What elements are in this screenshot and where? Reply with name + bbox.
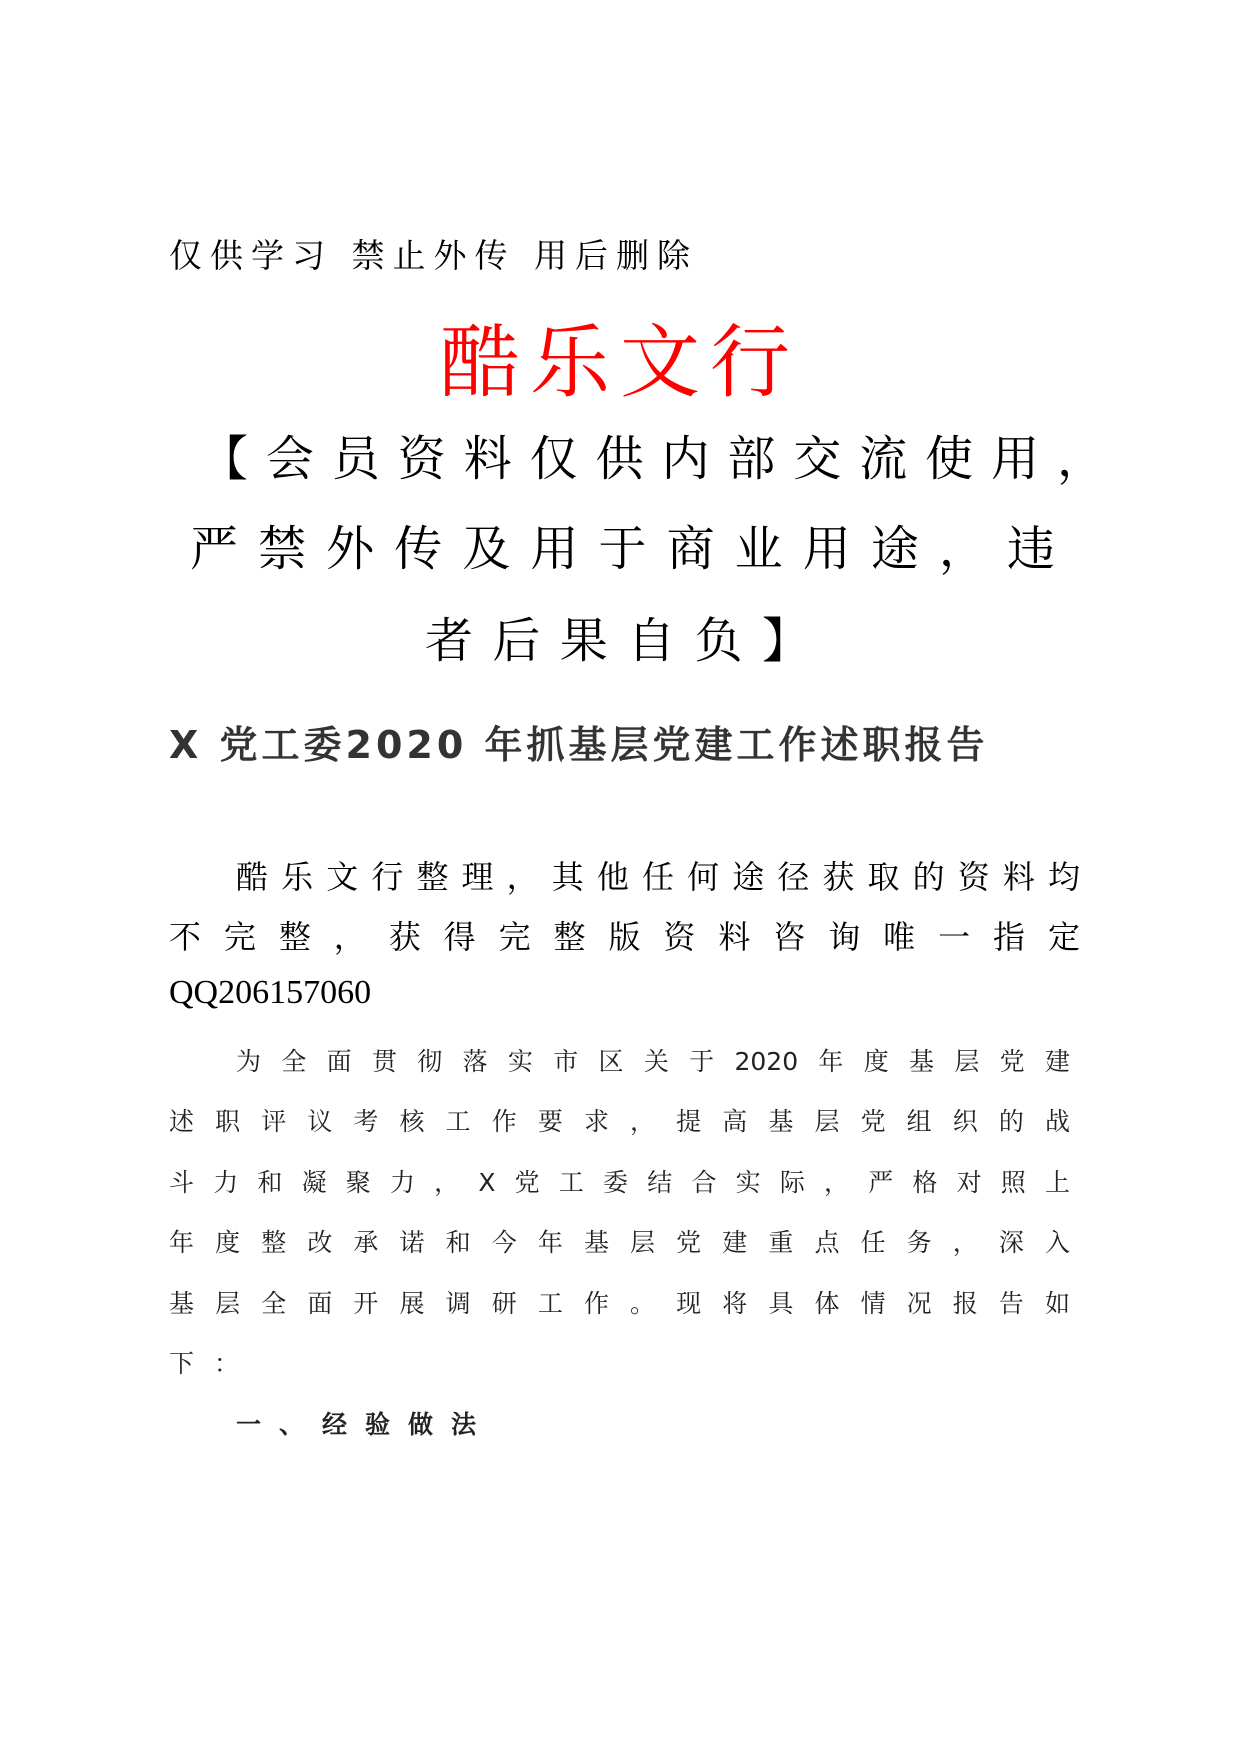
body-line-5: 基层全面开展调研工作。现将具体情况报告如: [169, 1289, 1070, 1318]
warning-line-1: 【会员资料仅供内部交流使用，: [200, 431, 1105, 487]
warning-line-2: 严禁外传及用于商业用途，违: [190, 521, 1055, 577]
warning-line-3: 者后果自负】: [425, 613, 810, 669]
body-line-1: 为全面贯彻落实市区关于2020年度基层党建: [236, 1047, 1070, 1076]
usage-notice: 仅供学习 禁止外传 用后删除: [169, 236, 698, 275]
body-line-4: 年度整改承诺和今年基层党建重点任务，深入: [169, 1228, 1070, 1257]
intro-line-2: 不完整，获得完整版资料咨询唯一指定: [169, 918, 1080, 956]
brand-title: 酷乐文行: [440, 316, 800, 409]
intro-line-1: 酷乐文行整理，其他任何途径获取的资料均: [236, 858, 1080, 896]
body-line-3: 斗力和凝聚力，X党工委结合实际，严格对照上: [169, 1168, 1070, 1197]
body-line-6: 下：: [169, 1349, 260, 1378]
document-title: X 党工委2020 年抓基层党建工作述职报告: [169, 723, 989, 767]
body-line-2: 述职评议考核工作要求，提高基层党组织的战: [169, 1107, 1070, 1136]
section-heading: 一、经验做法: [236, 1410, 495, 1439]
intro-line-3: QQ206157060: [169, 974, 372, 1011]
